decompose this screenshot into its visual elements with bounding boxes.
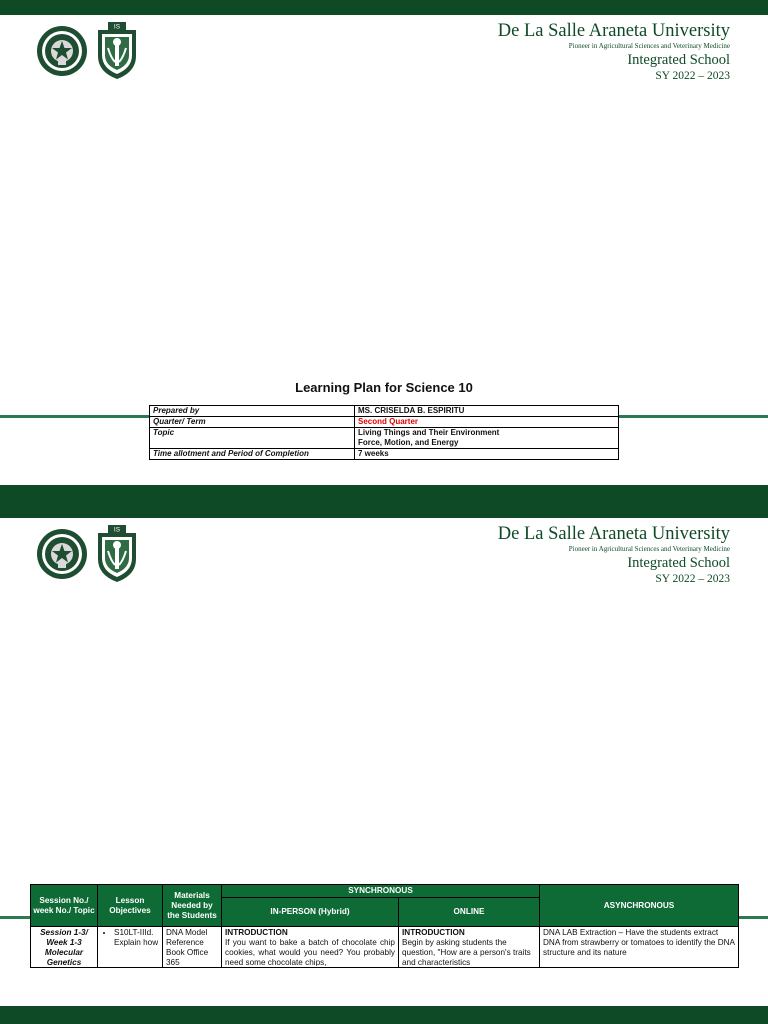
objective-cell bbox=[98, 927, 163, 968]
in-person-cell bbox=[222, 927, 399, 968]
header-objectives: Lesson Objectives bbox=[98, 885, 163, 927]
university-name: De La Salle Araneta University bbox=[497, 524, 730, 544]
online-text: Begin by asking students the question, "How are a person's traits and characteristics bbox=[402, 938, 531, 966]
asynchronous-text: DNA LAB Extraction – Have the students extract DNA from strawberry or tomatoes to identify the DNA structure and its nature bbox=[543, 928, 735, 957]
session-text: Session 1-3/ Week 1-3 Molecular Genetics bbox=[40, 928, 88, 966]
integrated-school-shield-icon bbox=[96, 525, 138, 583]
top-bar bbox=[0, 503, 768, 518]
university-seal-icon bbox=[36, 525, 88, 583]
header-logos bbox=[36, 22, 146, 82]
bottom-bar bbox=[0, 485, 768, 503]
school-name: Integrated School bbox=[627, 555, 730, 571]
topic-line-1: Living Things and Their Environment bbox=[358, 428, 500, 437]
table-row bbox=[150, 449, 619, 460]
header-materials: Materials Needed by the Students bbox=[163, 885, 222, 927]
university-tagline: Pioneer in Agricultural Sciences and Veterinary Medicine bbox=[568, 42, 730, 50]
asynchronous-cell bbox=[540, 927, 739, 968]
learning-plan-table bbox=[30, 884, 739, 968]
header-online: ONLINE bbox=[399, 898, 540, 927]
materials-text: DNA Model Reference Book Office 365 bbox=[166, 928, 209, 966]
materials-cell bbox=[163, 927, 222, 968]
table-row bbox=[150, 417, 619, 428]
session-cell bbox=[31, 927, 98, 968]
in-person-heading: INTRODUCTION bbox=[225, 928, 288, 937]
university-name: De La Salle Araneta University bbox=[497, 21, 730, 41]
info-label: Time allotment and Period of Completion bbox=[150, 449, 355, 460]
objective-list bbox=[101, 928, 159, 948]
online-heading: INTRODUCTION bbox=[402, 928, 465, 937]
header-synchronous: SYNCHRONOUS bbox=[222, 885, 540, 898]
info-label: Prepared by bbox=[150, 406, 355, 417]
logo-initials: IS bbox=[113, 526, 121, 534]
top-bar bbox=[0, 0, 768, 15]
university-header bbox=[498, 20, 730, 83]
table-row bbox=[150, 406, 619, 417]
school-name: Integrated School bbox=[627, 52, 730, 68]
list-item: • S10LT-IIId. Explain how bbox=[114, 928, 159, 948]
online-cell bbox=[399, 927, 540, 968]
info-value: MS. CRISELDA B. ESPIRITU bbox=[355, 406, 619, 417]
topic-line-2: Force, Motion, and Energy bbox=[358, 438, 459, 447]
info-label: Topic bbox=[150, 428, 355, 449]
info-value: Second Quarter bbox=[355, 417, 619, 428]
table-row bbox=[31, 927, 739, 968]
info-table bbox=[149, 405, 619, 460]
plan-title: Learning Plan for Science 10 bbox=[295, 380, 473, 395]
header-logos bbox=[36, 525, 146, 585]
page-1 bbox=[0, 0, 768, 503]
university-header bbox=[498, 523, 730, 586]
info-label: Quarter/ Term bbox=[150, 417, 355, 428]
bottom-bar bbox=[0, 1006, 768, 1024]
info-value bbox=[355, 428, 619, 449]
page-2 bbox=[0, 503, 768, 1024]
in-person-text: If you want to bake a batch of chocolate chip cookies, what would you need? You probably need some chocolate chips, bbox=[225, 938, 395, 966]
header-in-person: IN-PERSON (Hybrid) bbox=[222, 898, 399, 927]
table-row bbox=[150, 428, 619, 449]
school-year: SY 2022 – 2023 bbox=[655, 573, 730, 585]
header-asynchronous: ASYNCHRONOUS bbox=[540, 885, 739, 927]
school-year: SY 2022 – 2023 bbox=[655, 70, 730, 82]
integrated-school-shield-icon bbox=[96, 22, 138, 80]
logo-initials: IS bbox=[113, 23, 121, 31]
header-session: Session No./ week No./ Topic bbox=[31, 885, 98, 927]
table-header-row bbox=[31, 885, 739, 898]
university-tagline: Pioneer in Agricultural Sciences and Veterinary Medicine bbox=[568, 545, 730, 553]
info-value: 7 weeks bbox=[355, 449, 619, 460]
university-seal-icon bbox=[36, 22, 88, 80]
